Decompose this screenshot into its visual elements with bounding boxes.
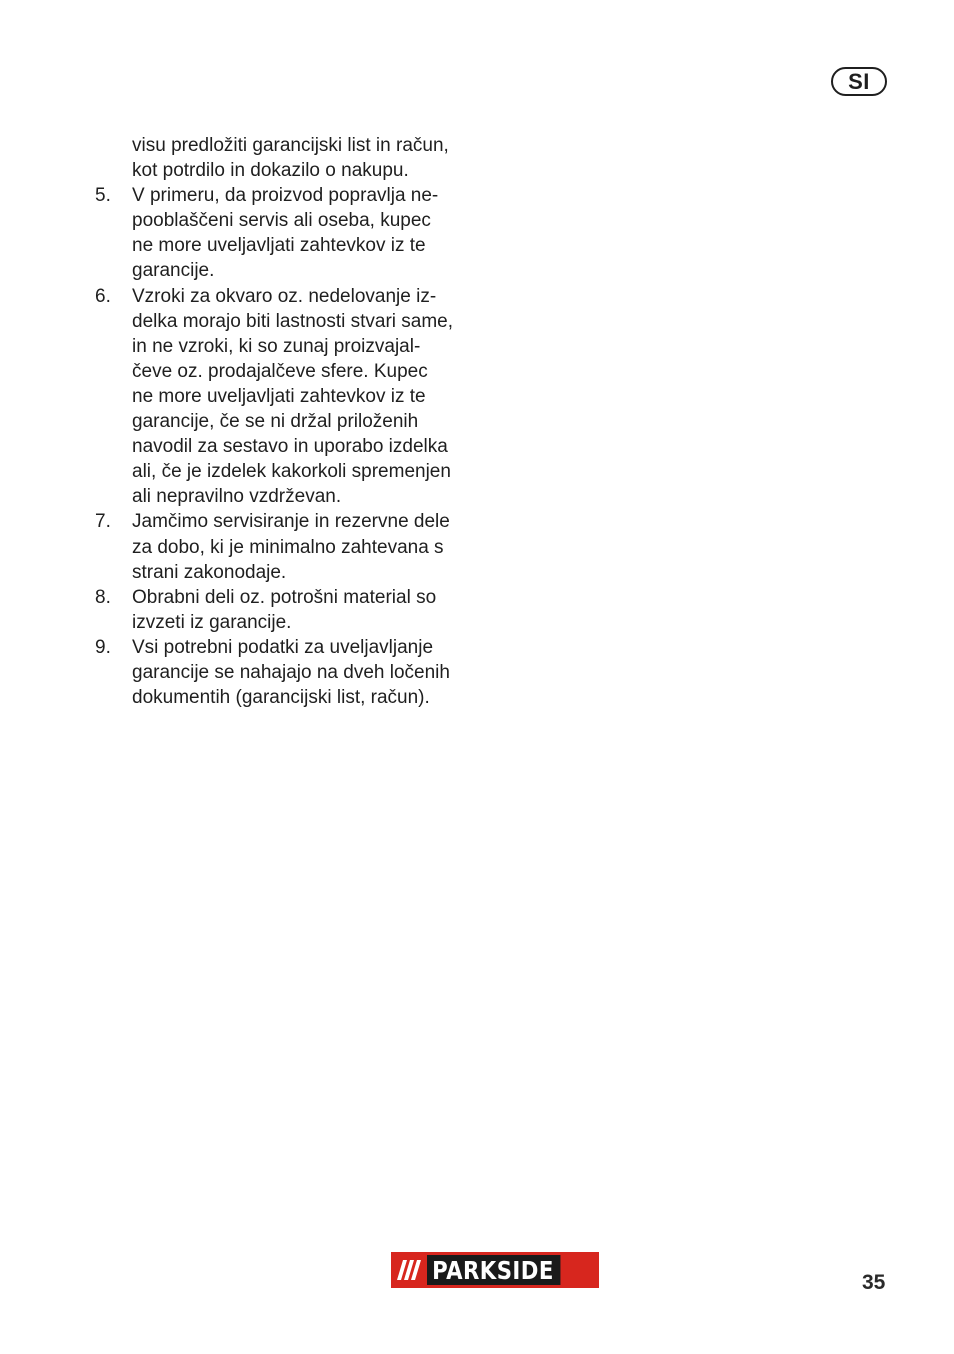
text-line: dokumentih (garancijski list, račun). [132, 687, 430, 709]
text-line: Vzroki za okvaro oz. nedelovanje iz- [132, 285, 437, 307]
logo-wordmark: PARKSIDE [427, 1255, 561, 1285]
text-line: navodil za sestavo in uporabo izdelka [132, 436, 448, 458]
page-number: 35 [862, 1271, 886, 1294]
text-line: čeve oz. prodajalčeve sfere. Kupec [132, 360, 428, 382]
text-line: visu predložiti garancijski list in račun, [132, 135, 449, 156]
list-item [95, 509, 495, 584]
text-line: delka morajo biti lastnosti stvari same, [132, 310, 454, 332]
text-line: za dobo, ki je minimalno zahtevana s [132, 536, 444, 558]
language-badge: SI [831, 67, 887, 96]
text-line: in ne vzroki, ki so zunaj proizvajal- [132, 335, 421, 357]
text-line: ne more uveljavljati zahtevkov iz te [132, 235, 426, 257]
list-item [95, 183, 495, 283]
item-number: 8. [95, 586, 111, 608]
text-line: V primeru, da proizvod popravlja ne- [132, 185, 439, 207]
parkside-logo [391, 1252, 599, 1288]
logo-stripes-icon [391, 1252, 425, 1288]
text-line: pooblaščeni servis ali oseba, kupec [132, 210, 431, 232]
text-line: kot potrdilo in dokazilo o nakupu. [132, 160, 409, 182]
terms-list [95, 183, 495, 710]
item-number: 9. [95, 636, 111, 658]
text-line: ali nepravilno vzdrževan. [132, 486, 342, 508]
list-item [95, 585, 495, 635]
item-number: 5. [95, 185, 111, 207]
warranty-terms [95, 133, 495, 710]
text-line: Jamčimo servisiranje in rezervne dele [132, 511, 450, 533]
list-item [95, 635, 495, 710]
continuation-paragraph [132, 133, 495, 183]
text-line: ne more uveljavljati zahtevkov iz te [132, 385, 426, 407]
text-line: garancije. [132, 260, 215, 282]
text-line: Obrabni deli oz. potrošni material so [132, 586, 437, 608]
text-line: garancije, če se ni držal priloženih [132, 411, 419, 433]
text-line: izvzeti iz garancije. [132, 611, 292, 633]
item-number: 7. [95, 511, 111, 533]
list-item [95, 284, 495, 510]
text-line: Vsi potrebni podatki za uveljavljanje [132, 636, 434, 658]
text-line: ali, če je izdelek kakorkoli spremenjen [132, 461, 451, 483]
text-line: strani zakonodaje. [132, 561, 287, 583]
item-number: 6. [95, 285, 111, 307]
text-line: garancije se nahajajo na dveh ločenih [132, 661, 450, 683]
